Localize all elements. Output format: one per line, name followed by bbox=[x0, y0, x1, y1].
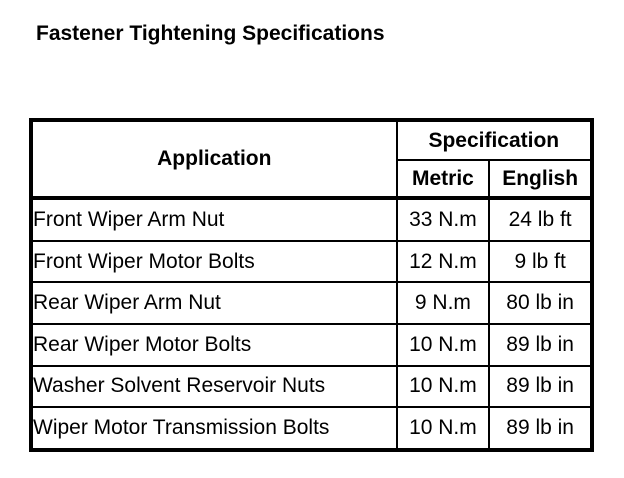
metric-header: Metric bbox=[397, 160, 490, 198]
table-row bbox=[31, 241, 592, 283]
metric-cell: 10 N.m bbox=[397, 324, 490, 366]
english-cell: 89 lb in bbox=[489, 366, 592, 408]
application-header: Application bbox=[31, 120, 397, 198]
metric-cell: 10 N.m bbox=[397, 366, 490, 408]
fastener-spec-table bbox=[29, 118, 594, 452]
table-row bbox=[31, 324, 592, 366]
application-cell: Washer Solvent Reservoir Nuts bbox=[31, 366, 397, 408]
metric-cell: 9 N.m bbox=[397, 282, 490, 324]
english-cell: 9 lb ft bbox=[489, 241, 592, 283]
application-cell: Front Wiper Arm Nut bbox=[31, 198, 397, 241]
table-header-row bbox=[31, 120, 592, 160]
english-cell: 24 lb ft bbox=[489, 198, 592, 241]
application-cell: Wiper Motor Transmission Bolts bbox=[31, 407, 397, 450]
english-cell: 89 lb in bbox=[489, 407, 592, 450]
table-row bbox=[31, 282, 592, 324]
application-cell: Front Wiper Motor Bolts bbox=[31, 241, 397, 283]
table-row bbox=[31, 407, 592, 450]
application-cell: Rear Wiper Motor Bolts bbox=[31, 324, 397, 366]
specification-header: Specification bbox=[397, 120, 592, 160]
metric-cell: 12 N.m bbox=[397, 241, 490, 283]
page-title: Fastener Tightening Specifications bbox=[36, 22, 385, 45]
application-cell: Rear Wiper Arm Nut bbox=[31, 282, 397, 324]
table-row bbox=[31, 198, 592, 241]
table-row bbox=[31, 366, 592, 408]
english-header: English bbox=[489, 160, 592, 198]
metric-cell: 33 N.m bbox=[397, 198, 490, 241]
english-cell: 89 lb in bbox=[489, 324, 592, 366]
english-cell: 80 lb in bbox=[489, 282, 592, 324]
metric-cell: 10 N.m bbox=[397, 407, 490, 450]
